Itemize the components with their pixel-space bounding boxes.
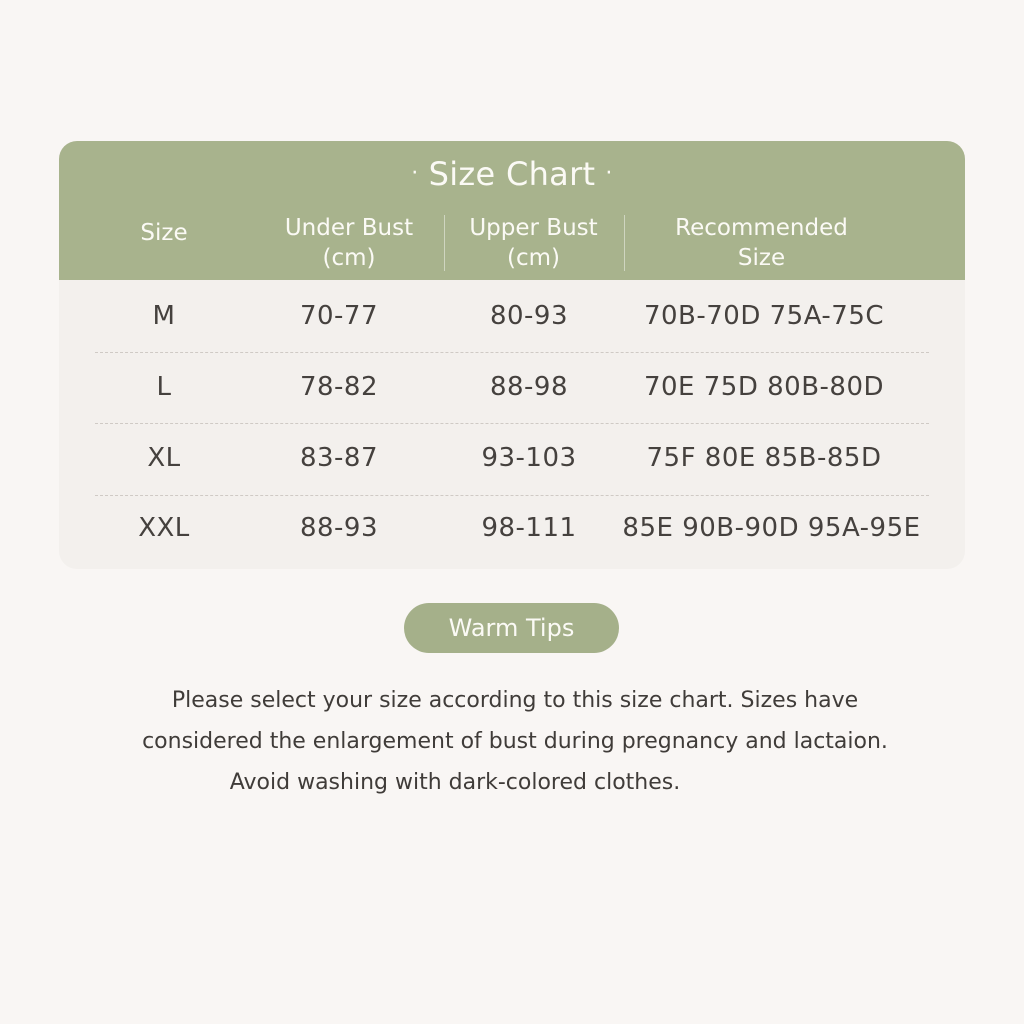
cell-recommended: 70B-70D 75A-75C <box>643 301 885 331</box>
title-dot-right: · <box>605 160 613 186</box>
cell-size: XXL <box>138 513 190 543</box>
size-chart-card <box>59 141 965 569</box>
tips-line: Please select your size according to this size chart. Sizes have <box>171 688 859 713</box>
column-header-size <box>109 218 219 248</box>
column-header-unit: (cm) <box>322 245 376 271</box>
cell-recommended: 85E 90B-90D 95A-95E <box>622 513 921 543</box>
cell-recommended: 70E 75D 80B-80D <box>643 372 885 402</box>
column-separator <box>444 215 445 271</box>
column-header-label: Size <box>140 220 188 246</box>
tips-line: Avoid washing with dark-colored clothes. <box>229 770 681 795</box>
column-header-label-2: Size <box>737 245 786 271</box>
table-row <box>59 351 965 423</box>
column-separator <box>624 215 625 271</box>
cell-recommended: 75F 80E 85B-85D <box>646 443 882 473</box>
title-dot-left: · <box>411 160 419 186</box>
tips-line: considered the enlargement of bust during pregnancy and lactaion. <box>142 729 888 754</box>
column-header-recommended-size <box>649 213 874 273</box>
size-chart-title <box>59 155 965 193</box>
cell-upper-bust: 88-98 <box>489 372 569 402</box>
column-header-label: Under Bust <box>284 215 414 241</box>
column-header-label: Recommended <box>675 215 848 241</box>
cell-upper-bust: 80-93 <box>489 301 569 331</box>
cell-under-bust: 88-93 <box>299 513 379 543</box>
table-row <box>59 492 965 564</box>
cell-upper-bust: 93-103 <box>481 443 577 473</box>
cell-under-bust: 83-87 <box>299 443 379 473</box>
cell-under-bust: 70-77 <box>299 301 379 331</box>
column-header-unit: (cm) <box>507 245 560 271</box>
table-row <box>59 280 965 352</box>
cell-size: XL <box>147 443 181 473</box>
title-text: Size Chart <box>428 155 596 193</box>
warm-tips-text <box>100 680 930 803</box>
size-chart-header <box>59 141 965 280</box>
column-header-label: Upper Bust <box>469 215 598 241</box>
column-header-under-bust <box>264 213 434 273</box>
cell-upper-bust: 98-111 <box>481 513 577 543</box>
column-header-upper-bust <box>451 213 616 273</box>
cell-size: M <box>152 301 176 331</box>
cell-under-bust: 78-82 <box>299 372 379 402</box>
warm-tips-badge: Warm Tips <box>404 603 619 653</box>
cell-size: L <box>156 372 172 402</box>
table-row <box>59 422 965 494</box>
